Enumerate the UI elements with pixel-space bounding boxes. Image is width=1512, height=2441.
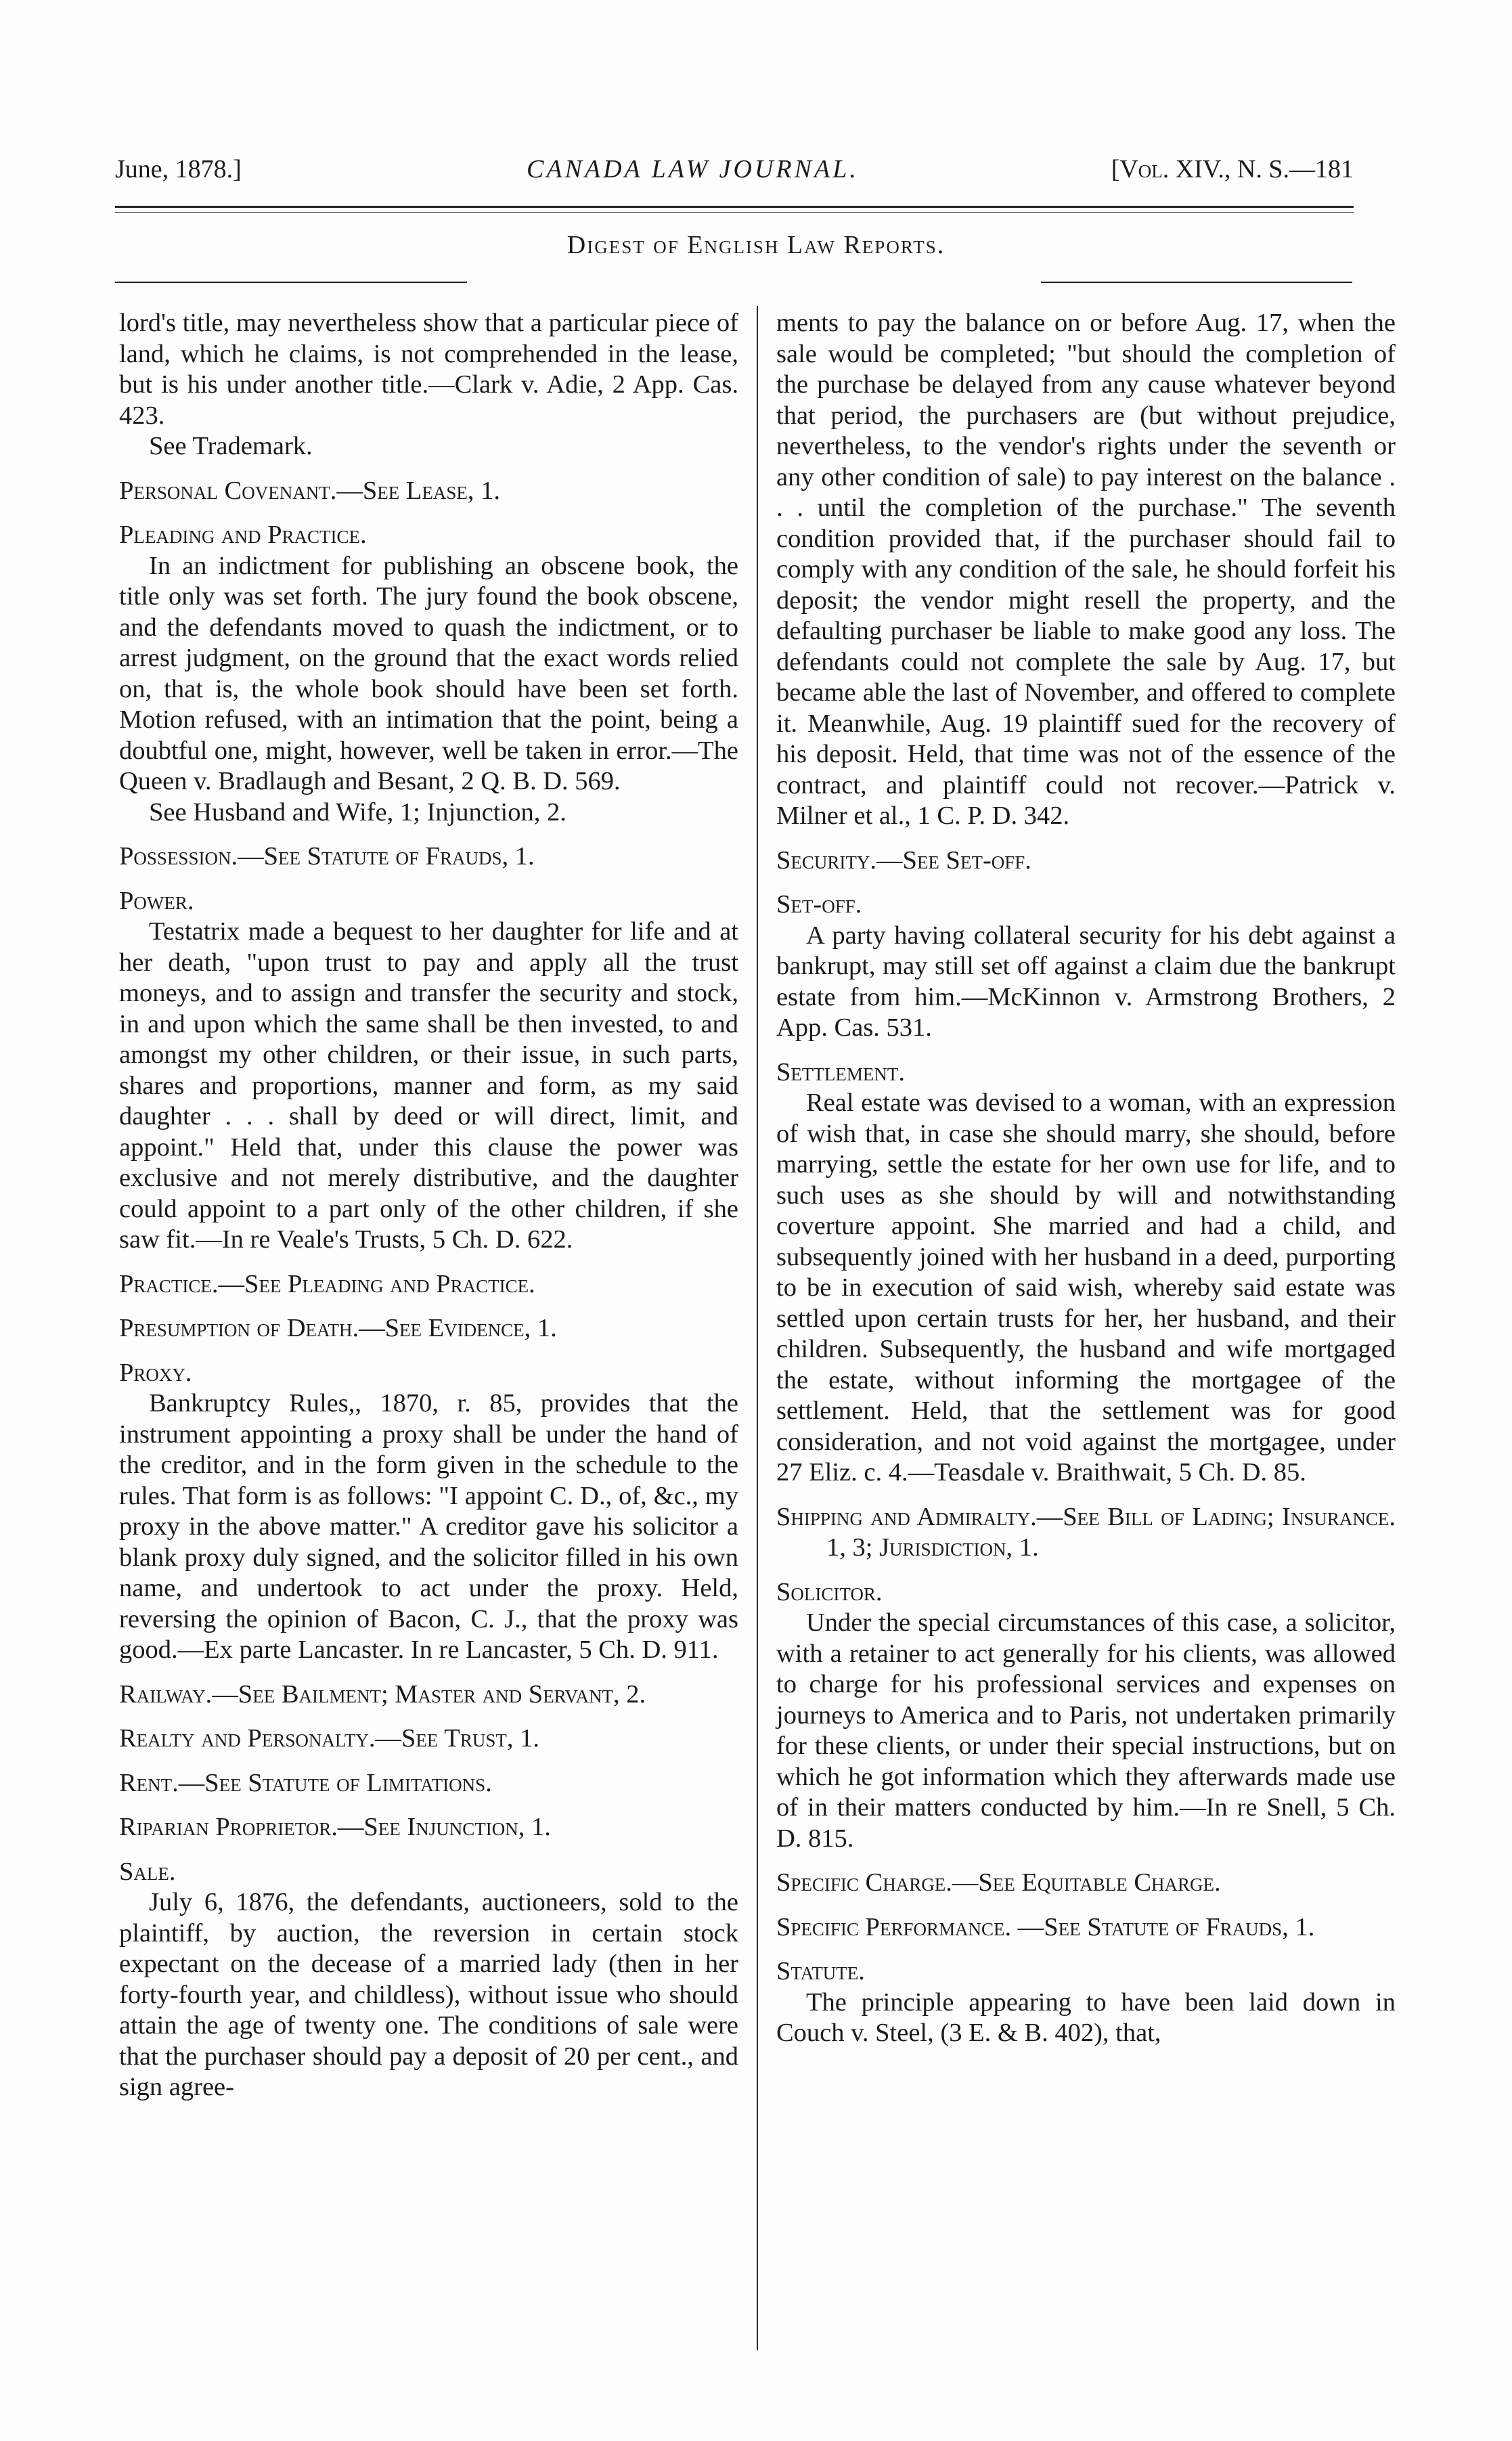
- entry-body: Bankruptcy Rules,, 1870, r. 85, provides that the instrument appointing a proxy shall be under the hand of the creditor, and in the form given in the schedule to the rules. That form is as follows: "I appoint C. D., of, &c., my proxy in the above matter." A creditor gave his solicitor a blank proxy duly signed, and the solicitor filled in his own name, and undertook to act under the proxy. Held, reversing the opinion of Bacon, C. J., that the proxy was good.—Ex parte Lancaster. In re Lancaster, 5 Ch. D. 911.: [119, 1389, 738, 1664]
- header-rule-thin: [115, 212, 1354, 213]
- digest-entry: [776, 845, 1396, 877]
- digest-entry: [119, 476, 738, 507]
- entry-body: In an indictment for publishing an obscene book, the title only was set forth. The jury found the book obscene, and the defendants moved to quash the indictment, or to arrest judgment, on the ground that the exact words relied on, that is, the whole book should have been set forth. Motion refused, with an intimation that the point, being a doubtful one, might, however, well be taken in error.—The Queen v. Bradlaugh and Besant, 2 Q. B. D. 569.: [119, 551, 738, 795]
- digest-entry: [119, 1269, 738, 1300]
- entry-heading: Security.—See Set-off.: [776, 845, 1031, 875]
- digest-entry: [119, 1723, 738, 1755]
- right-column: [776, 308, 1396, 2049]
- digest-entry: [119, 1768, 738, 1799]
- entry-heading: Practice.—See Pleading and Practice.: [119, 1269, 535, 1298]
- entry-heading: Presumption of Death.—See Evidence, 1.: [119, 1314, 557, 1342]
- entry-heading: Rent.—See Statute of Limitations.: [119, 1768, 492, 1797]
- see-reference: See Husband and Wife, 1; Injunction, 2.: [149, 797, 566, 827]
- entry-body: Testatrix made a bequest to her daughter for life and at her death, "upon trust to pay and apply all the trust moneys, and to assign and transfer the security and stock, in and upon which the same shall be then invested, to and amongst my other children, or their issue, in such parts, shares and proportions, manner and form, as my said daughter . . . shall by deed or will direct, limit, and appoint." Held that, under this clause the power was exclusive and not merely distributive, and the daughter could appoint to a part only of the other children, if she saw fit.—In re Veale's Trusts, 5 Ch. D. 622.: [119, 917, 738, 1254]
- section-title: Digest of English Law Reports.: [566, 231, 946, 259]
- header-rule-thick: [115, 206, 1354, 208]
- continuation-paragraph: ments to pay the balance on or before Aug. 17, when the sale would be completed; "but should the completion of the purchase be delayed from any cause whatever beyond that period, the purchasers are (but without prejudice, nevertheless, to the vendor's rights under the seventh or any other condition of sale) to pay interest on the balance . . . until the completion of the purchase." The seventh condition provided that, if the purchaser should fail to comply with any condition of the sale, he should forfeit his deposit; the vendor might resell the property, and the defaulting purchaser be liable to make good any loss. The defendants could not complete the sale by Aug. 17, but became able the last of November, and offered to complete it. Meanwhile, Aug. 19 plaintiff sued for the recovery of his deposit. Held, that time was not of the essence of the contract, and plaintiff could not recover.—Patrick v. Milner et al., 1 C. P. D. 342.: [776, 309, 1396, 830]
- volume-page-number: [Vol. XIV., N. S.—181: [1111, 155, 1354, 183]
- left-column: [119, 308, 738, 2103]
- continuation-paragraph: lord's title, may nevertheless show that a particular piece of land, which he claims, is not comprehended in the lease, but is his under another title.—Clark v. Adie, 2 App. Cas. 423.: [119, 309, 738, 430]
- digest-entry: [119, 520, 738, 828]
- entry-heading: Settlement.: [776, 1057, 905, 1086]
- digest-entry: [119, 841, 738, 873]
- entry-heading: Pleading and Practice.: [119, 521, 367, 549]
- entry-heading: Possession.—See Statute of Frauds, 1.: [119, 842, 535, 871]
- digest-entry: [776, 1502, 1396, 1564]
- digest-entry: [776, 1057, 1396, 1489]
- entry-heading: Riparian Proprietor.—See Injunction, 1.: [119, 1813, 551, 1841]
- entry-body: Real estate was devised to a woman, with an expression of wish that, in case she should marry, she should, before marrying, settle the estate for her own use for life, and to such uses as she should by will and notwithstanding coverture appoint. She married and had a child, and subsequently joined with her husband in a deed, purporting to be in execution of said wish, whereby said estate was settled upon certain trusts for her, her husband, and their children. Subsequently, the husband and wife mortgaged the estate, without informing the mortgagee of the settlement. Held, that the settlement was for good consideration, and not void against the mortgagee, under 27 Eliz. c. 4.—Teasdale v. Braithwait, 5 Ch. D. 85.: [776, 1088, 1396, 1487]
- entry-heading: Personal Covenant.—See Lease, 1.: [119, 476, 500, 505]
- digest-entry: [776, 1912, 1396, 1943]
- running-head: [115, 154, 1354, 195]
- digest-entry: [119, 1679, 738, 1711]
- entry-heading: Power.: [119, 886, 194, 915]
- entry-heading: Set-off.: [776, 890, 862, 919]
- digest-entry: [776, 1956, 1396, 2049]
- entry-body: Under the special circumstances of this case, a solicitor, with a retainer to act generally for his clients, was allowed to charge for his professional services and expenses on journeys to America and to Paris, not undertaken primarily for these clients, or under their special instructions, but on which he got information which they afterwards made use of in their matters conducted by him.—In re Snell, 5 Ch. D. 815.: [776, 1608, 1396, 1853]
- section-rule-left: [115, 282, 467, 283]
- digest-entry: [119, 1358, 738, 1666]
- digest-entry: [119, 1857, 738, 2103]
- issue-date: June, 1878.]: [115, 155, 242, 183]
- entry-heading: Realty and Personalty.—See Trust, 1.: [119, 1724, 539, 1753]
- entry-heading: Sale.: [119, 1857, 176, 1886]
- digest-entry: [776, 889, 1396, 1044]
- entry-heading: Shipping and Admiralty.—See Bill of Lading; Insurance. 1, 3; Jurisdiction, 1.: [776, 1502, 1396, 1562]
- entry-body: A party having collateral security for his debt against a bankrupt, may still set off against a claim due the bankrupt estate from him.—McKinnon v. Armstrong Brothers, 2 App. Cas. 531.: [776, 921, 1396, 1042]
- entry-heading: Railway.—See Bailment; Master and Servant, 2.: [119, 1679, 646, 1709]
- digest-entry: [119, 886, 738, 1256]
- entry-heading: Specific Charge.—See Equitable Charge.: [776, 1868, 1221, 1897]
- entry-heading: Proxy.: [119, 1358, 192, 1387]
- see-reference: See Trademark.: [149, 432, 313, 460]
- entry-heading: Statute.: [776, 1957, 865, 1985]
- digest-entry: [776, 1868, 1396, 1899]
- digest-entry: [119, 1313, 738, 1344]
- entry-body: July 6, 1876, the defendants, auctioneers, sold to the plaintiff, by auction, the reversion in certain stock expectant on the decease of a married lady (then in her forty-fourth year, and childless), without issue who should attain the age of twenty one. The conditions of sale were that the purchaser should pay a deposit of 20 per cent., and sign agree-: [119, 1888, 738, 2101]
- digest-entry: [776, 1577, 1396, 1855]
- entry-heading: Solicitor.: [776, 1577, 883, 1606]
- column-divider: [757, 306, 758, 2350]
- section-rule-right: [1041, 282, 1352, 283]
- journal-title: CANADA LAW JOURNAL.: [527, 155, 859, 183]
- digest-entry: [119, 1812, 738, 1843]
- entry-heading: Specific Performance. —See Statute of Frauds, 1.: [776, 1912, 1315, 1941]
- entry-body: The principle appearing to have been laid down in Couch v. Steel, (3 E. & B. 402), that,: [776, 1987, 1396, 2047]
